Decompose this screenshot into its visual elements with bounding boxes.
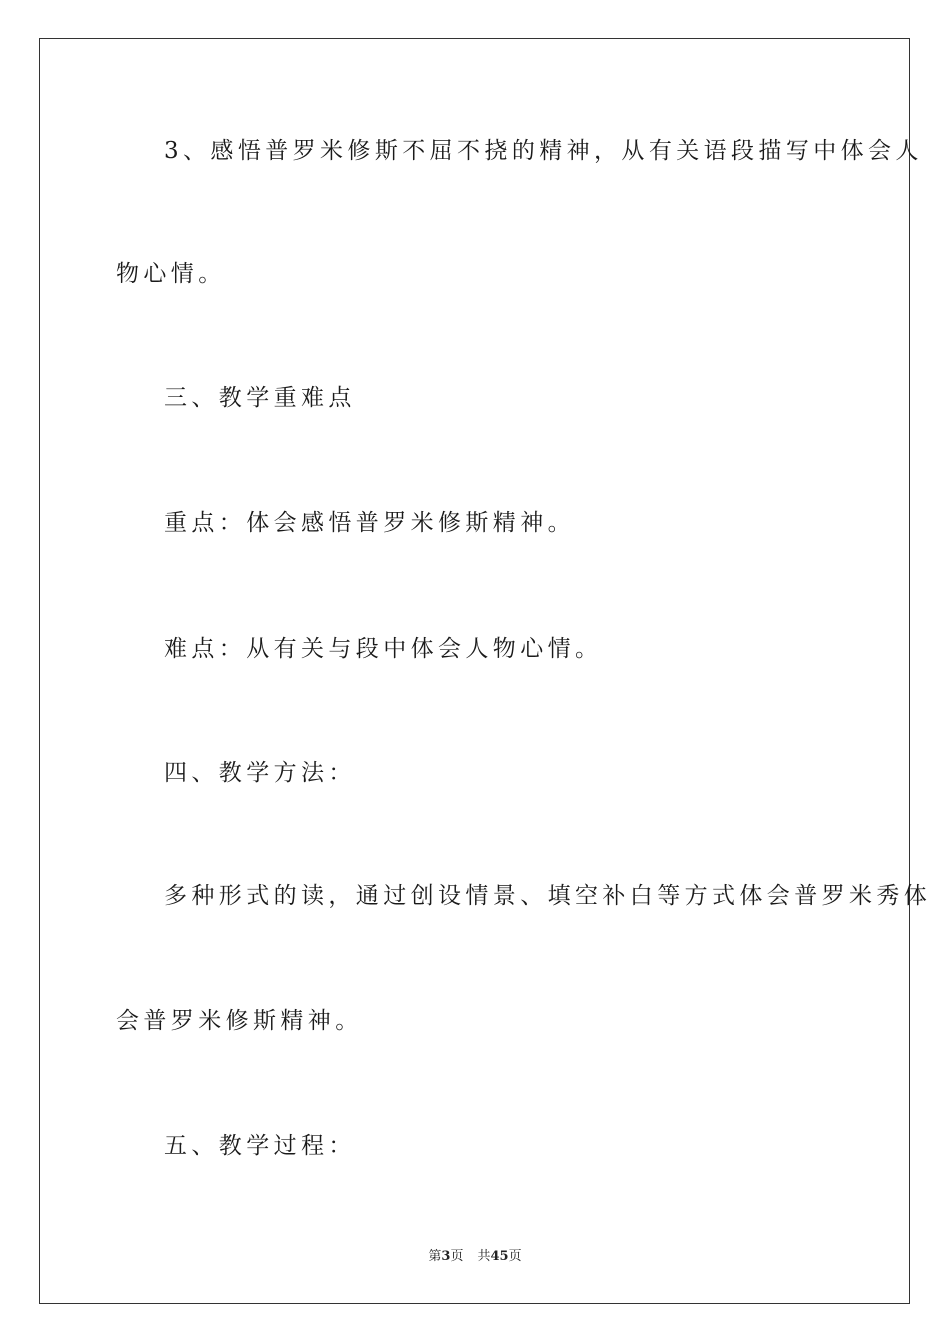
paragraph-difficult-point: 难点：从有关与段中体会人物心情。 <box>164 636 603 662</box>
footer-total-prefix: 共 <box>477 1249 491 1264</box>
footer-page-suffix: 页 <box>450 1249 464 1264</box>
page-footer <box>0 1248 950 1266</box>
paragraph-key-point: 重点：体会感悟普罗米修斯精神。 <box>164 510 575 536</box>
footer-total-pages: 45 <box>490 1249 509 1264</box>
footer-page-number: 3 <box>441 1249 451 1264</box>
paragraph-methods-line2: 会普罗米修斯精神。 <box>116 1008 363 1034</box>
heading-key-difficult-points: 三、教学重难点 <box>164 385 356 411</box>
paragraph-objective-3-line1: 3、感悟普罗米修斯不屈不挠的精神，从有关语段描写中体会人 <box>164 138 923 164</box>
paragraph-objective-3-line2: 物心情。 <box>116 261 226 287</box>
footer-page-prefix: 第 <box>428 1249 442 1264</box>
paragraph-methods-line1: 多种形式的读，通过创设情景、填空补白等方式体会普罗米秀体 <box>164 883 932 909</box>
heading-teaching-methods: 四、教学方法： <box>164 760 356 786</box>
heading-teaching-process: 五、教学过程： <box>164 1133 356 1159</box>
footer-total-suffix: 页 <box>508 1249 522 1264</box>
page-border <box>39 38 910 1304</box>
